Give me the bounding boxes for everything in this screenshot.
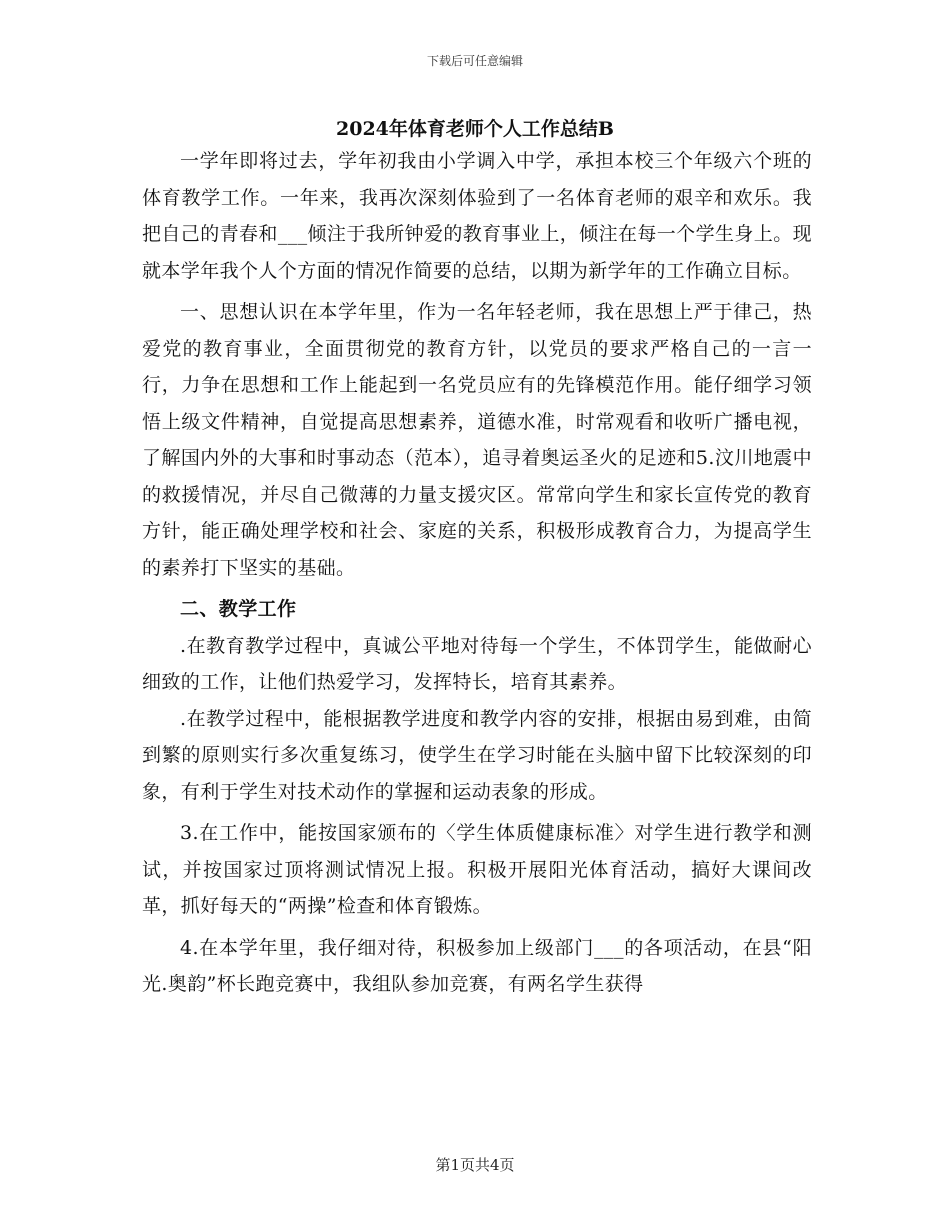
document-body — [142, 143, 812, 1003]
section-2-heading: 二、教学工作 — [180, 598, 297, 620]
teaching-item-1: .在教育教学过程中，真诚公平地对待每一个学生，不体罚学生，能做耐心细致的工作，让他们热爱学习，发挥特长，培育其素养。 — [142, 634, 812, 693]
intro-paragraph: 一学年即将过去，学年初我由小学调入中学，承担本校三个年级六个班的体育教学工作。一年来，我再次深刻体验到了一名体育老师的艰辛和欢乐。我把自己的青春和___倾注于我所钟爱的教育事业上，倾注在每一个学生身上。现就本学年我个人个方面的情况作简要的总结，以期为新学年的工作确立目标。 — [142, 150, 812, 282]
teaching-item-2: .在教学过程中，能根据教学进度和教学内容的安排，根据由易到难，由简到繁的原则实行多次重复练习，使学生在学习时能在头脑中留下比较深刻的印象，有利于学生对技术动作的掌握和运动表象的形成。 — [142, 707, 812, 803]
teaching-item-4: 4.在本学年里，我仔细对待，积极参加上级部门___的各项活动，在县“阳光.奥韵”杯长跑竞赛中，我组队参加竞赛，有两名学生获得 — [142, 936, 812, 995]
page-number: 第1页共4页 — [435, 1156, 515, 1174]
page-header-note: 下载后可任意编辑 — [426, 54, 523, 68]
document-title: 2024年体育老师个人工作总结B — [336, 118, 614, 140]
teaching-item-3: 3.在工作中，能按国家颁布的〈学生体质健康标准〉对学生进行教学和测试，并按国家过顶将测试情况上报。积极开展阳光体育活动，搞好大课间改革，抓好每天的“两操”检查和体育锻炼。 — [142, 822, 812, 917]
section-1-paragraph: 一、思想认识在本学年里，作为一名年轻老师，我在思想上严于律己，热爱党的教育事业，全面贯彻党的教育方针，以党员的要求严格自己的一言一行，力争在思想和工作上能起到一名党员应有的先锋模范作用。能仔细学习领悟上级文件精神，自觉提高思想素养，道德水准，时常观看和收听广播电视，了解国内外的大事和时事动态（范本），追寻着奥运圣火的足迹和5.汶川地震中的救援情况，并尽自己微薄的力量支援灾区。常常向学生和家长宣传党的教育方针，能正确处理学校和社会、家庭的关系，积极形成教育合力，为提高学生的素养打下坚实的基础。 — [142, 301, 812, 579]
